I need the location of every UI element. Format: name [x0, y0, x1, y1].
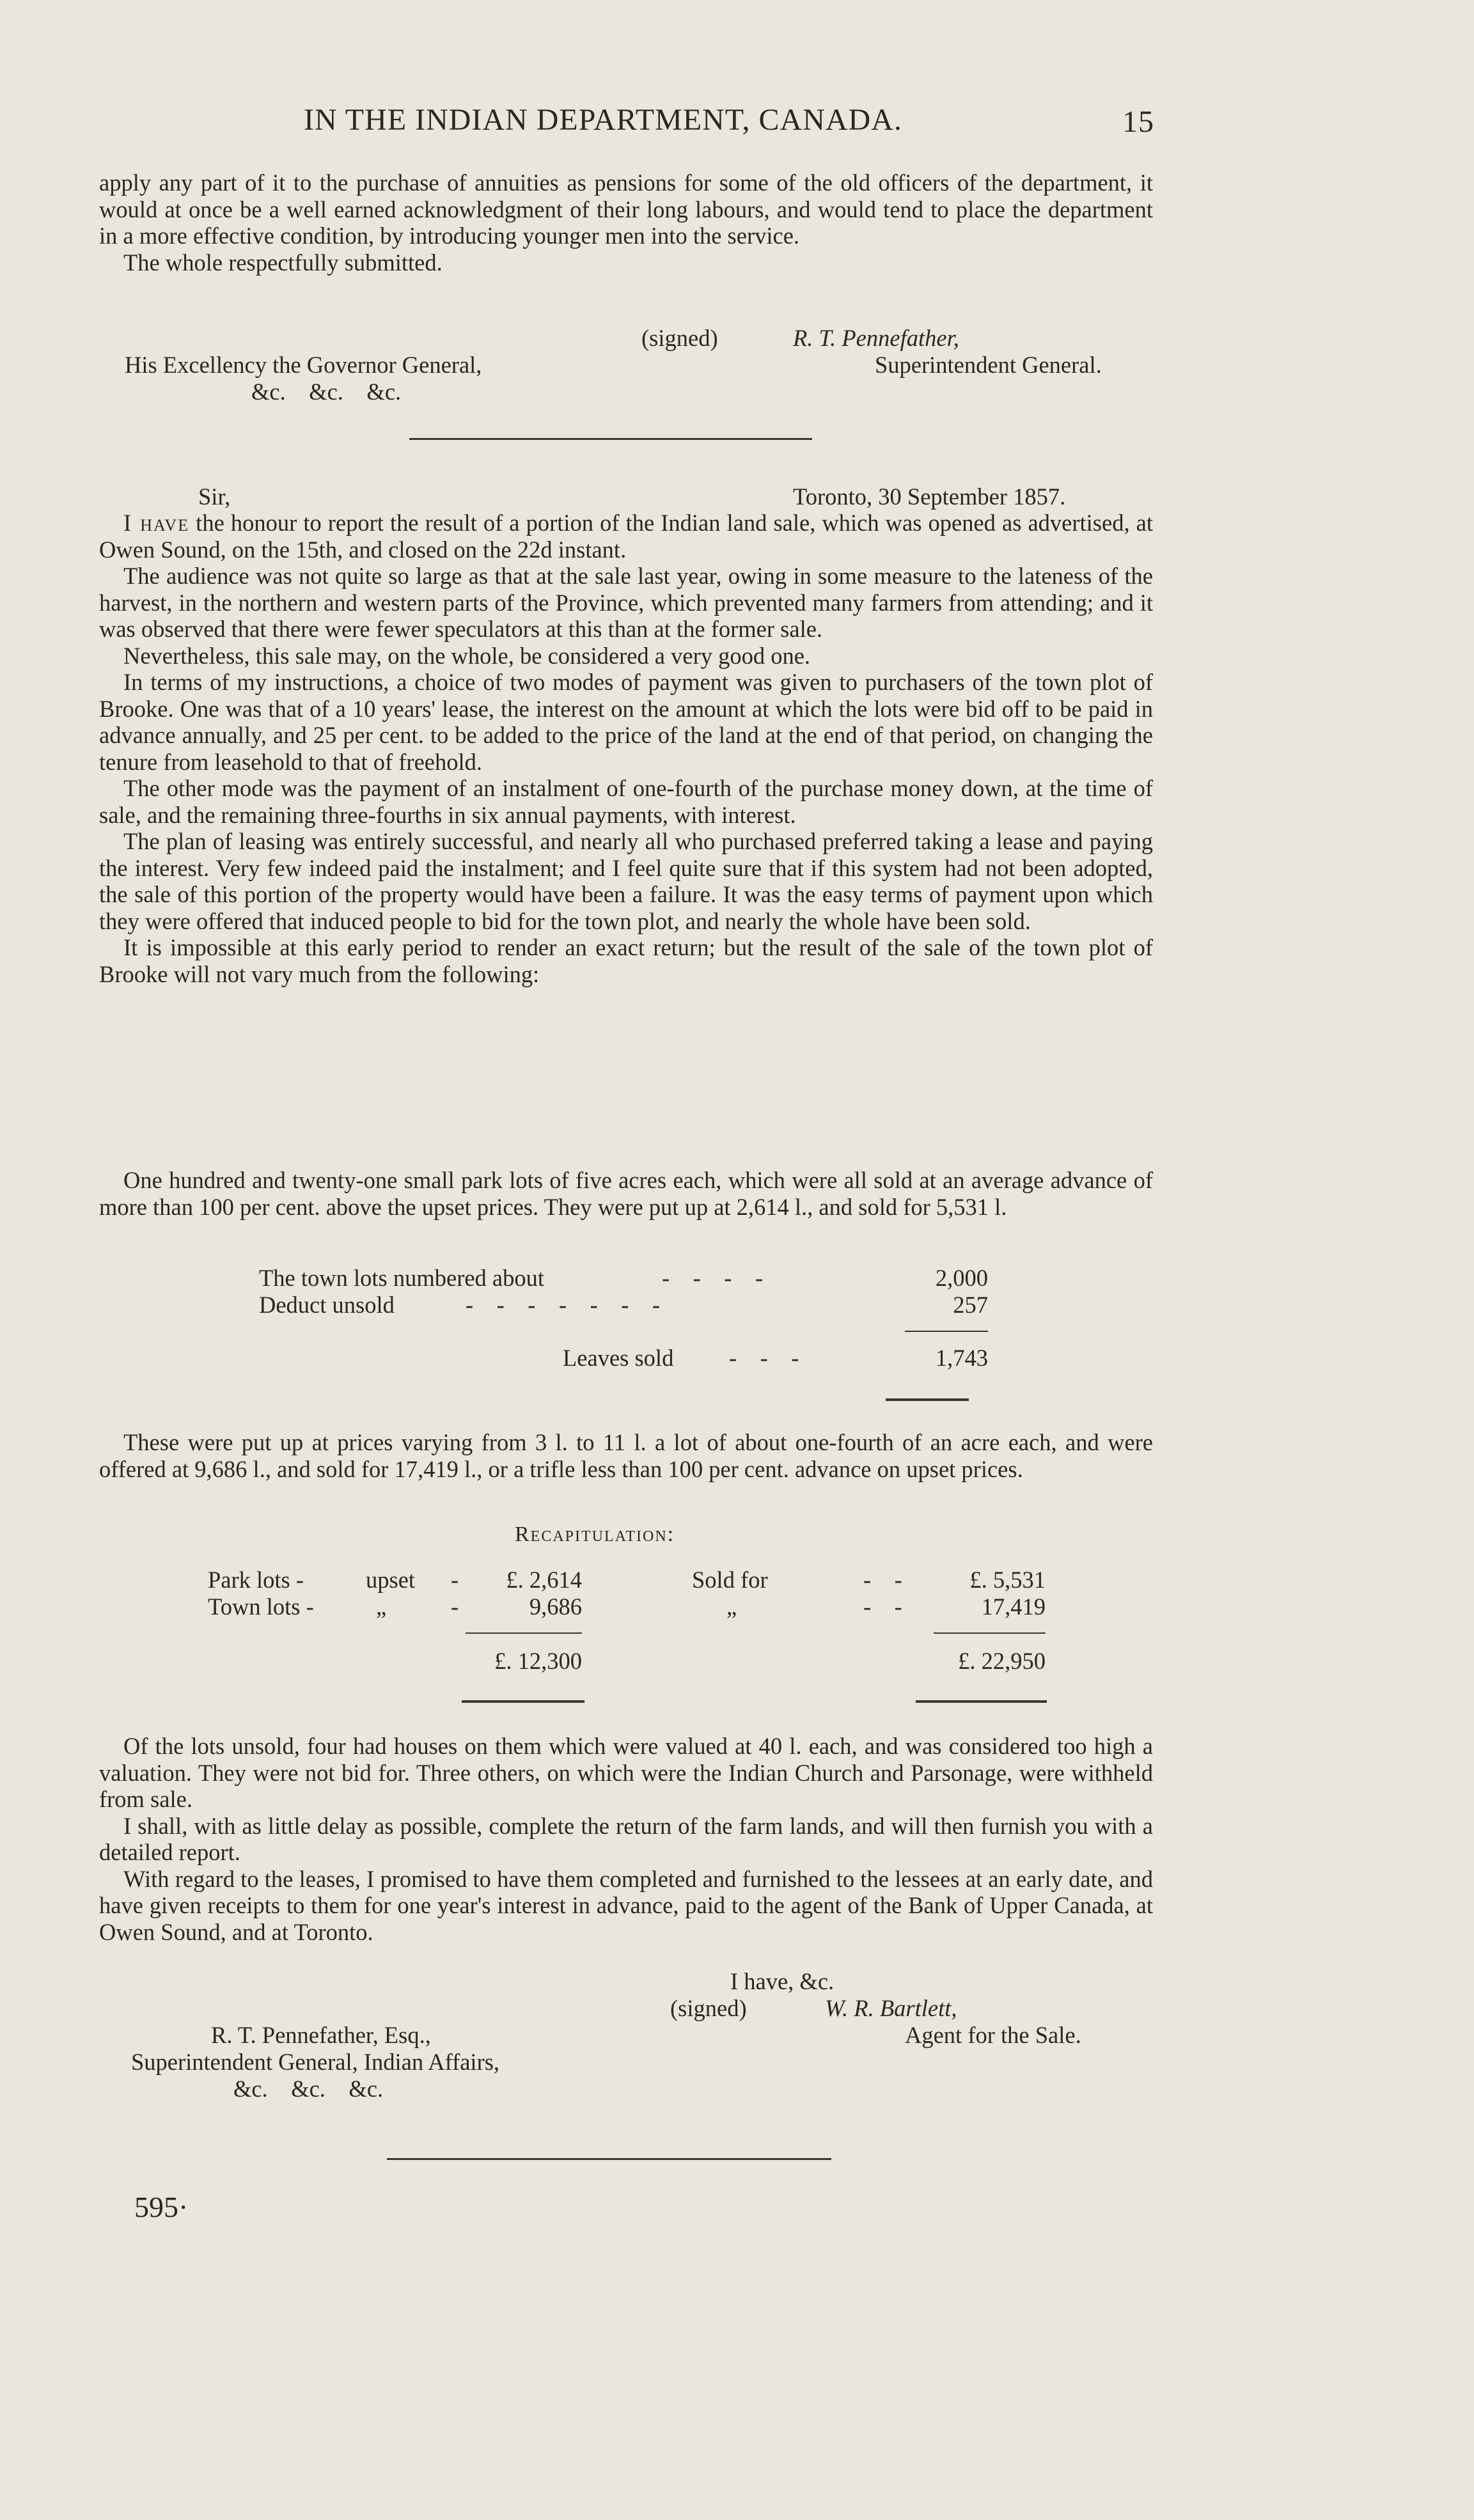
lots-row-value: 2,000 [935, 1265, 988, 1291]
recap-sold-subtotal-rule [934, 1632, 1046, 1634]
letter1-signatory-title: Superintendent General. [875, 352, 1102, 378]
sheet-number: 595· [134, 2191, 189, 2223]
opening-smallcaps: I have [123, 510, 190, 536]
sign-off: I have, &c. [730, 1968, 835, 1994]
letter2-body [99, 510, 1153, 987]
park-lots-paragraph [99, 1167, 1153, 1220]
park-lots-text: One hundred and twenty-one small park lots of five acres each, which were all sold at an average advance of more than 100 per cent. above the upset prices. They were put up at 2,614 l., and sold for 5,531 l. [99, 1167, 1153, 1220]
closing-paragraph: With regard to the leases, I promised to have them completed and furnished to the lessees at an early date, and have given receipts to them for one year's interest in advance, paid to the agent of the Bank of Upper Canada, at Owen Sound, and at Toronto. [99, 1865, 1153, 1945]
town-lots-text: These were put up at prices varying from 3 l. to 11 l. a lot of about one-fourth of an acre each, and were offered at 9,686 l., and sold for 17,419 l., or a trifle less than 100 per cent. advance on upset prices. [99, 1429, 1153, 1482]
letter1-body [99, 169, 1153, 276]
letter2-paragraph: the honour to report the result of a portion of the Indian land sale, which was opened as advertised, at Owen Sound, on the 15th, and closed on the 22d instant. [99, 510, 1154, 563]
lots-row-label: The town lots numbered about [259, 1265, 545, 1291]
letter2-paragraph: The other mode was the payment of an instalment of one-fourth of the purchase money down, at the time of sale, and the remaining three-fourths in six annual payments, with interest. [99, 775, 1153, 828]
letter2-signatory-title: Agent for the Sale. [905, 2022, 1081, 2048]
recap-upset-total-rule [462, 1700, 584, 1703]
section-divider [387, 2158, 831, 2160]
letter2-paragraph: It is impossible at this early period to render an exact return; but the result of the sale of the town plot of Brooke will not vary much from the following: [99, 934, 1153, 987]
recap-upset-total: £. 12,300 [494, 1648, 582, 1674]
letter2-addressee-line: &c. &c. &c. [233, 2076, 384, 2102]
recap-upset-subtotal-rule [466, 1632, 582, 1634]
letter2-paragraph: The plan of leasing was entirely successful, and nearly all who purchased preferred taking a lease and paying the interest. Very few indeed paid the instalment; and I feel quite sure that if this system had not been adopted, the sale of this portion of the property would have been a failure. It was the easy terms of payment upon which they were offered that induced people to bid for the town plot, and nearly the whole have been sold. [99, 828, 1153, 934]
lots-row-label: Deduct unsold [259, 1292, 395, 1318]
recap-sold-total-rule [916, 1700, 1047, 1703]
page-number: 15 [1122, 105, 1154, 139]
lots-subtotal-rule [905, 1331, 988, 1332]
letter1-signed: (signed) [641, 325, 718, 351]
letter2-paragraph: In terms of my instructions, a choice of two modes of payment was given to purchasers of the town plot of Brooke. One was that of a 10 years' lease, the interest on the amount at which the lots were bid off to be paid in advance annually, and 25 per cent. to be added to the price of the land at the end of that period, on changing the tenure from leasehold to that of freehold. [99, 669, 1153, 775]
town-lots-paragraph [99, 1429, 1153, 1482]
recap-row-sold-dash: - - [863, 1593, 902, 1620]
running-title: IN THE INDIAN DEPARTMENT, CANADA. [304, 103, 902, 137]
letter1-paragraph: apply any part of it to the purchase of annuities as pensions for some of the old officers of the department, it would at once be a well earned acknowledgment of their long labours, and would tend to place the department in a more effective condition, by introducing younger men into the service. [99, 169, 1153, 249]
recap-row-dash: - [451, 1593, 459, 1620]
lots-total-rule [886, 1398, 969, 1401]
section-divider [409, 438, 812, 440]
salutation: Sir, [198, 483, 231, 510]
lots-row-dashes: - - - - - - - [466, 1292, 661, 1318]
recap-row-sold-label: „ [726, 1593, 737, 1620]
closing-paragraph: Of the lots unsold, four had houses on them which were valued at 40 l. each, and was considered too high a valuation. They were not bid for. Three others, on which were the Indian Church and Parsonage, were withheld from sale. [99, 1733, 1153, 1812]
recap-title: Recapitulation: [515, 1522, 675, 1546]
recap-row-dash: - [451, 1567, 459, 1593]
lots-row-dashes: - - - - [662, 1265, 764, 1291]
recap-sold-total: £. 22,950 [958, 1648, 1046, 1674]
closing-paragraph: I shall, with as little delay as possible, complete the return of the farm lands, and will then furnish you with a detailed report. [99, 1812, 1153, 1865]
letter2-addressee-line: Superintendent General, Indian Affairs, [131, 2049, 500, 2075]
letter2-signed: (signed) [670, 1995, 747, 2021]
letter2-paragraph: The audience was not quite so large as that at the sale last year, owing in some measure to the lateness of the harvest, in the northern and western parts of the Province, which prevented many farmers from attending; and it was observed that there were fewer speculators at this than at the former sale. [99, 563, 1153, 642]
recap-row-sold-label: Sold for [692, 1567, 768, 1593]
letter1-paragraph: The whole respectfully submitted. [123, 249, 443, 276]
closing-body [99, 1733, 1153, 1945]
lots-total-label: Leaves sold [563, 1345, 674, 1371]
lots-total-dashes: - - - [729, 1345, 799, 1371]
letter1-addressee: His Excellency the Governor General, [125, 352, 482, 378]
recap-row-col: upset [366, 1567, 416, 1593]
recap-row-sold: £. 5,531 [969, 1567, 1046, 1593]
lots-row-value: 257 [953, 1292, 988, 1318]
recap-row-upset: 9,686 [529, 1593, 582, 1620]
recap-row-sold: 17,419 [981, 1593, 1046, 1620]
recap-row-col: „ [376, 1593, 387, 1620]
letter2-addressee-line: R. T. Pennefather, Esq., [211, 2022, 431, 2048]
recap-row-label: Town lots - [208, 1593, 314, 1620]
letter2-paragraph: Nevertheless, this sale may, on the whole, be considered a very good one. [123, 642, 811, 669]
place-date: Toronto, 30 September 1857. [793, 483, 1066, 510]
recap-row-label: Park lots - [208, 1567, 304, 1593]
letter1-signatory: R. T. Pennefather, [793, 325, 959, 351]
recap-row-upset: £. 2,614 [506, 1567, 582, 1593]
letter2-signatory: W. R. Bartlett, [825, 1995, 957, 2021]
letter1-addressee-etc: &c. &c. &c. [251, 379, 402, 405]
lots-total-value: 1,743 [935, 1345, 988, 1371]
recap-row-sold-dash: - - [863, 1567, 902, 1593]
